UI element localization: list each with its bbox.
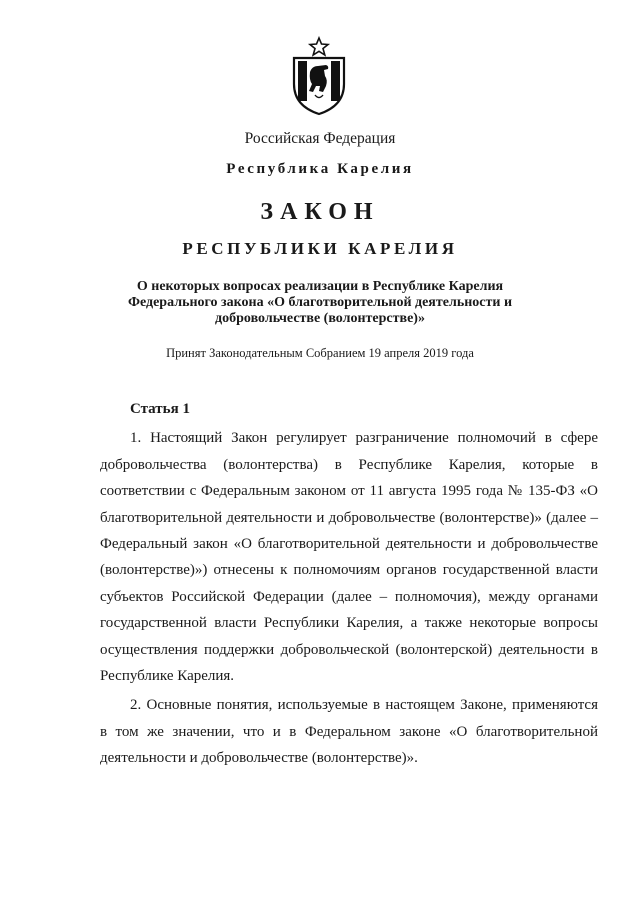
document-type: ЗАКОН (260, 199, 380, 225)
article-paragraph: 1. Настоящий Закон регулирует разграничение полномочий в сфере добровольчества (волонтерства) в Республике Карелия, которые в соответствии с Федеральным законом от 11 августа 1995 года № 135-ФЗ «О благотворительной деятельности и добровольчестве (волонтерстве)» (далее – Федеральный закон «О благотворительной деятельности и добровольчестве (волонтерстве)») отнесены к полномочиям органов государственной власти субъектов Российской Федерации (далее – полномочия), между органами государственной власти Республики Карелия, а также некоторые вопросы осуществления поддержки добровольческой (волонтерской) деятельности в Республике Карелия. (100, 430, 598, 685)
country-name: Российская Федерация (244, 130, 396, 147)
coat-of-arms-icon (288, 36, 350, 116)
republic-name: Республика Карелия (226, 161, 414, 177)
article-paragraph: 2. Основные понятия, используемые в настоящем Законе, применяются в том же значении, что и в Федеральном законе «О благотворительной деятельности и добровольчестве (волонтерстве)». (100, 697, 598, 767)
law-title-line: О некоторых вопросах реализации в Республике Карелия (136, 279, 504, 294)
law-title-line: Федерального закона «О благотворительной деятельности и (127, 295, 513, 310)
document-type-subtitle: РЕСПУБЛИКИ КАРЕЛИЯ (182, 239, 458, 258)
article-heading: Статья 1 (130, 401, 190, 417)
law-title-line: добровольчестве (волонтерстве)» (215, 311, 425, 326)
document-body (100, 396, 598, 772)
article-paragraphs (100, 425, 598, 771)
adoption-note: Принят Законодательным Собранием 19 апреля 2019 года (166, 346, 474, 360)
law-title (0, 279, 640, 327)
